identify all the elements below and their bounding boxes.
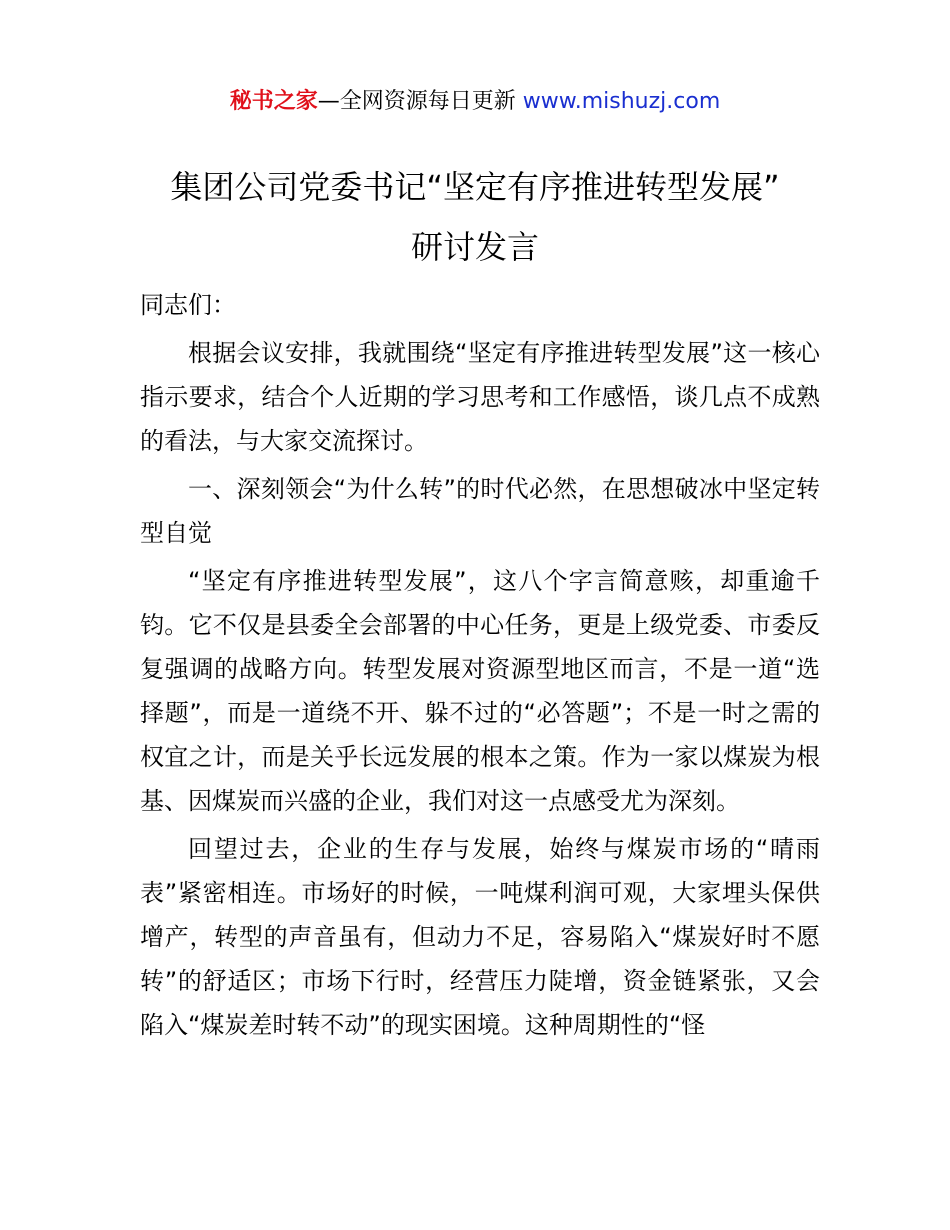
site-header: [0, 87, 950, 117]
document-title-line-1: 集团公司党委书记“坚定有序推进转型发展”: [170, 168, 780, 206]
document-body: [140, 283, 820, 1051]
document-title-line-2: 研讨发言: [410, 228, 539, 266]
salutation: 同志们：: [140, 291, 236, 319]
paragraph-3: 回望过去，企业的生存与发展，始终与煤炭市场的“晴雨表”紧密相连。市场好的时候，一吨煤利润可观，大家埋头保供增产，转型的声音虽有，但动力不足，容易陷入“煤炭好时不愿转”的舒适区；市场下行时，经营压力陡增，资金链紧张，又会陷入“煤炭差时转不动”的现实困境。这种周期性的“怪: [140, 835, 820, 1039]
header-slogan: —全网资源每日更新: [317, 89, 516, 114]
section-heading-1: 一、深刻领会“为什么转”的时代必然，在思想破冰中坚定转型自觉: [140, 475, 820, 547]
site-url-link[interactable]: www.mishuzj.com: [522, 89, 721, 114]
paragraph-2: “坚定有序推进转型发展”，这八个字言简意赅，却重逾千钧。它不仅是县委全会部署的中心任务，更是上级党委、市委反复强调的战略方向。转型发展对资源型地区而言，不是一道“选择题”，而是一道绕不开、躲不过的“必答题”；不是一时之需的权宜之计，而是关乎长远发展的根本之策。作为一家以煤炭为根基、因煤炭而兴盛的企业，我们对这一点感受尤为深刻。: [140, 567, 820, 815]
paragraph-intro: 根据会议安排，我就围绕“坚定有序推进转型发展”这一核心指示要求，结合个人近期的学习思考和工作感悟，谈几点不成熟的看法，与大家交流探讨。: [140, 339, 820, 455]
brand-name: 秘书之家: [229, 89, 318, 114]
